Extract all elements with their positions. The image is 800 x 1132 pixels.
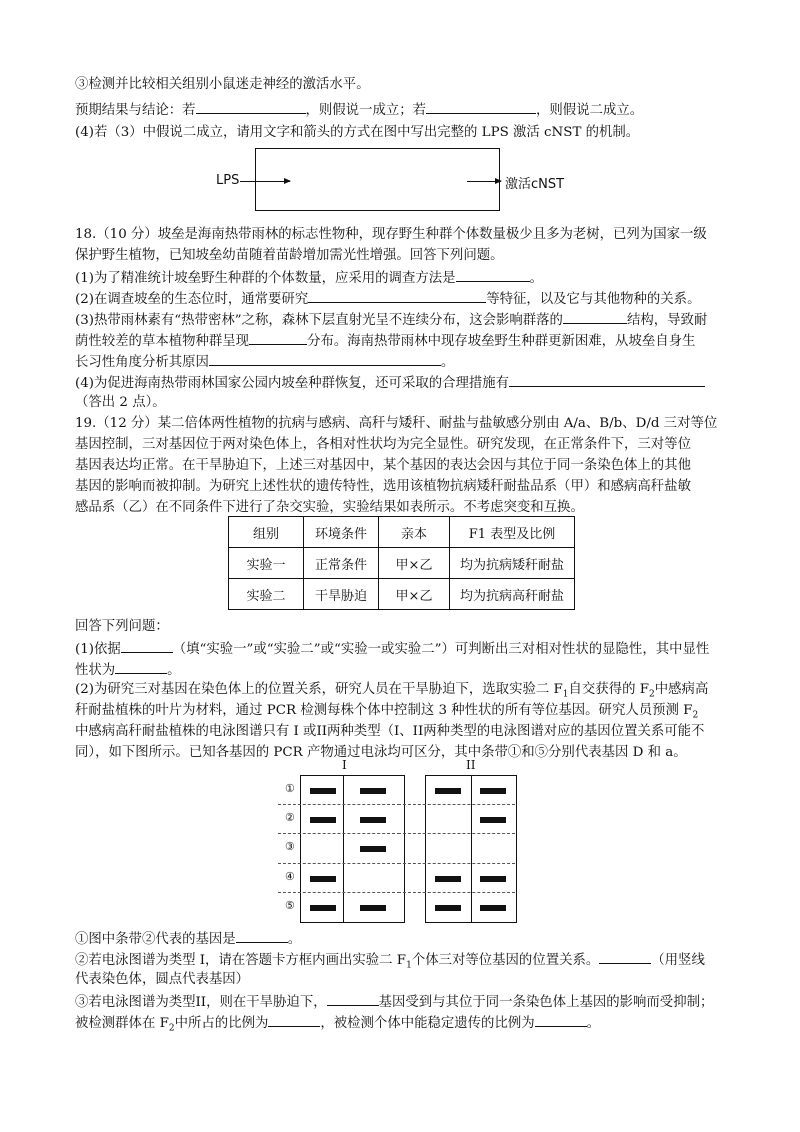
text-line: (2)在调查坡垒的生态位时，通常要研究 等特征，以及它与其他物种的关系。 xyxy=(75,289,700,309)
row-separator xyxy=(398,892,515,893)
results-table xyxy=(228,516,575,610)
text-line: 保护野生植物，已知坡垒幼苗随着苗龄增加需光性增强。回答下列问题。 xyxy=(75,248,504,263)
text-line: 代表染色体，圆点代表基因） xyxy=(75,972,250,987)
gel-band xyxy=(480,817,506,823)
table-header: 亲本 xyxy=(379,517,450,548)
table-header-row xyxy=(229,517,575,548)
answer-blank[interactable] xyxy=(196,100,306,114)
table-header: 环境条件 xyxy=(304,517,379,548)
gel-type-1-title: I xyxy=(342,758,347,772)
gel-band xyxy=(310,817,336,823)
row-separator xyxy=(398,833,515,834)
row-separator xyxy=(398,804,515,805)
gel-type-1 xyxy=(300,775,405,923)
text-line: 中感病高秆耐盐植株的电泳图谱只有 I 或II两种类型（I、II两种类型的电泳图谱对应的基因位置关系可能不 xyxy=(75,724,705,739)
text-line: 长习性角度分析其原因 。 xyxy=(75,352,454,372)
gel-band xyxy=(480,876,506,882)
text-line: 基因的影响而被抑制。为研究上述性状的遗传特性，选用该植物抗病矮秆耐盐品系（甲）和感病高秆盐敏 xyxy=(75,479,691,494)
table-cell: 均为抗病高秆耐盐 xyxy=(450,579,575,610)
gel-band xyxy=(435,905,461,911)
text-line: 基因表达均正常。在干旱胁迫下，上述三对基因中，某个基因的表达会因与其位于同一条染色体上的其他 xyxy=(75,458,691,473)
table-cell: 干旱胁迫 xyxy=(304,579,379,610)
answer-blank[interactable] xyxy=(121,639,173,653)
gel-band xyxy=(310,788,336,794)
gel-band xyxy=(480,905,506,911)
band-label: ④ xyxy=(285,869,295,883)
text-line: 预期结果与结论：若 ，则假说一成立；若 ，则假说二成立。 xyxy=(75,100,643,120)
table-cell: 甲×乙 xyxy=(379,548,450,579)
answer-blank[interactable] xyxy=(509,373,705,387)
text-line: 18.（10 分）坡垒是海南热带雨林的标志性物种，现存野生种群个体数量极少且多为老树，已列为国家一级 xyxy=(75,227,707,242)
table-row xyxy=(229,548,575,579)
text-line: 性状为 。 xyxy=(75,660,181,680)
gel-band xyxy=(360,817,386,823)
gel-band xyxy=(310,876,336,882)
text-line: (1)依据 （填“实验一”或“实验二”或“实验一或实验二”）可判断出三对相对性状的显隐性，其中显性 xyxy=(75,639,709,659)
text-line: 19.（12 分）某二倍体两性植物的抗病与感病、高秆与矮秆、耐盐与盐敏感分别由 A/a、B/b、D/d 三对等位 xyxy=(75,416,718,431)
mechanism-answer-box[interactable] xyxy=(255,148,500,211)
gel-band xyxy=(435,788,461,794)
answer-blank[interactable] xyxy=(563,310,627,324)
text-line: ③检测并比较相关组别小鼠迷走神经的激活水平。 xyxy=(75,77,370,92)
text-line: 秆耐盐植株的叶片为材料，通过 PCR 检测每株个体中控制这 3 种性状的所有等位基因。研究人员预测 $F_2$ xyxy=(75,703,699,721)
text-line: (2)为研究三对基因在染色体上的位置关系，研究人员在干旱胁迫下，选取实验二 $F_1$自交获得的 $F_2$中感病高 xyxy=(75,682,709,700)
text-line: （答出 2 点）。 xyxy=(75,395,166,410)
cnst-label: 激活cNST xyxy=(505,177,565,192)
row-separator xyxy=(278,863,400,864)
gel-type-2 xyxy=(425,775,517,923)
band-label: ⑤ xyxy=(285,898,295,912)
row-separator xyxy=(278,892,400,893)
text-line: (4)为促进海南热带雨林国家公园内坡垒种群恢复，还可采取的合理措施有 xyxy=(75,373,705,393)
row-separator xyxy=(278,833,400,834)
text-line: 荫性较差的草本植物种群呈现 分布。海南热带雨林中现存坡垒野生种群更新困难，从坡垒自身生 xyxy=(75,331,695,351)
lane-divider xyxy=(343,776,344,922)
text-line: 同），如下图所示。已知各基因的 PCR 产物通过电泳均可区分，其中条带①和⑤分别代表基因 D 和 a。 xyxy=(75,745,687,760)
table-cell: 实验一 xyxy=(229,548,304,579)
table-header: 组别 xyxy=(229,517,304,548)
gel-band xyxy=(435,876,461,882)
answer-blank[interactable] xyxy=(249,331,307,345)
table-cell: 实验二 xyxy=(229,579,304,610)
band-label: ① xyxy=(285,782,295,795)
row-separator xyxy=(398,863,515,864)
answer-blank[interactable] xyxy=(456,268,530,282)
text-line: (4)若（3）中假说二成立，请用文字和箭头的方式在图中写出完整的 LPS 激活 cNST 的机制。 xyxy=(75,125,640,140)
gel-type-2-title: II xyxy=(466,758,476,772)
table-header: F1 表型及比例 xyxy=(450,517,575,548)
text-line: (3)热带雨林素有“热带密林”之称，森林下层直射光呈不连续分布，这会影响群落的 结构，导致耐 xyxy=(75,310,707,330)
answer-blank[interactable] xyxy=(426,100,536,114)
table-row xyxy=(229,579,575,610)
answer-blank[interactable] xyxy=(209,352,441,366)
answer-blank[interactable] xyxy=(327,992,379,1006)
text-line: ①图中条带②代表的基因是 。 xyxy=(75,929,301,949)
gel-band xyxy=(360,788,386,794)
arrow-icon xyxy=(240,181,290,182)
answer-blank[interactable] xyxy=(236,929,288,943)
band-label: ② xyxy=(285,811,295,825)
text-line: (1)为了精准统计坡垒野生种群的个体数量，应采用的调查方法是 。 xyxy=(75,268,543,288)
answer-blank[interactable] xyxy=(115,660,167,674)
text-line: 基因控制，三对基因位于两对染色体上，各相对性状均为完全显性。研究发现，在正常条件下，三对等位 xyxy=(75,437,691,452)
table-cell: 甲×乙 xyxy=(379,579,450,610)
answer-blank[interactable] xyxy=(599,950,651,964)
row-separator xyxy=(278,804,400,805)
gel-band xyxy=(310,905,336,911)
lps-label: LPS xyxy=(216,173,240,188)
answer-blank[interactable] xyxy=(268,1013,320,1027)
text-line: ③若电泳图谱为类型II，则在干旱胁迫下， 基因受到与其位于同一条染色体上基因的影响而受抑制； xyxy=(75,992,713,1012)
text-line: ②若电泳图谱为类型 I，请在答题卡方框内画出实验二 $F_1$个体三对等位基因的位置关系。 （用竖线 xyxy=(75,950,705,975)
gel-band xyxy=(480,788,506,794)
answer-blank[interactable] xyxy=(308,289,486,303)
table-cell: 正常条件 xyxy=(304,548,379,579)
text-line: 感品系（乙）在不同条件下进行了杂交实验，实验结果如表所示。不考虑突变和互换。 xyxy=(75,500,584,515)
gel-band xyxy=(360,846,386,852)
text-line: 被检测群体在 $F_2$中所占的比例为 ，被检测个体中能稳定遗传的比例为 。 xyxy=(75,1013,600,1038)
gel-band xyxy=(360,905,386,911)
text-line: 回答下列问题： xyxy=(75,619,169,634)
arrow-icon xyxy=(467,181,501,182)
table-cell: 均为抗病矮秆耐盐 xyxy=(450,548,575,579)
answer-blank[interactable] xyxy=(535,1013,587,1027)
band-label: ③ xyxy=(285,840,295,854)
lane-divider xyxy=(471,776,472,922)
